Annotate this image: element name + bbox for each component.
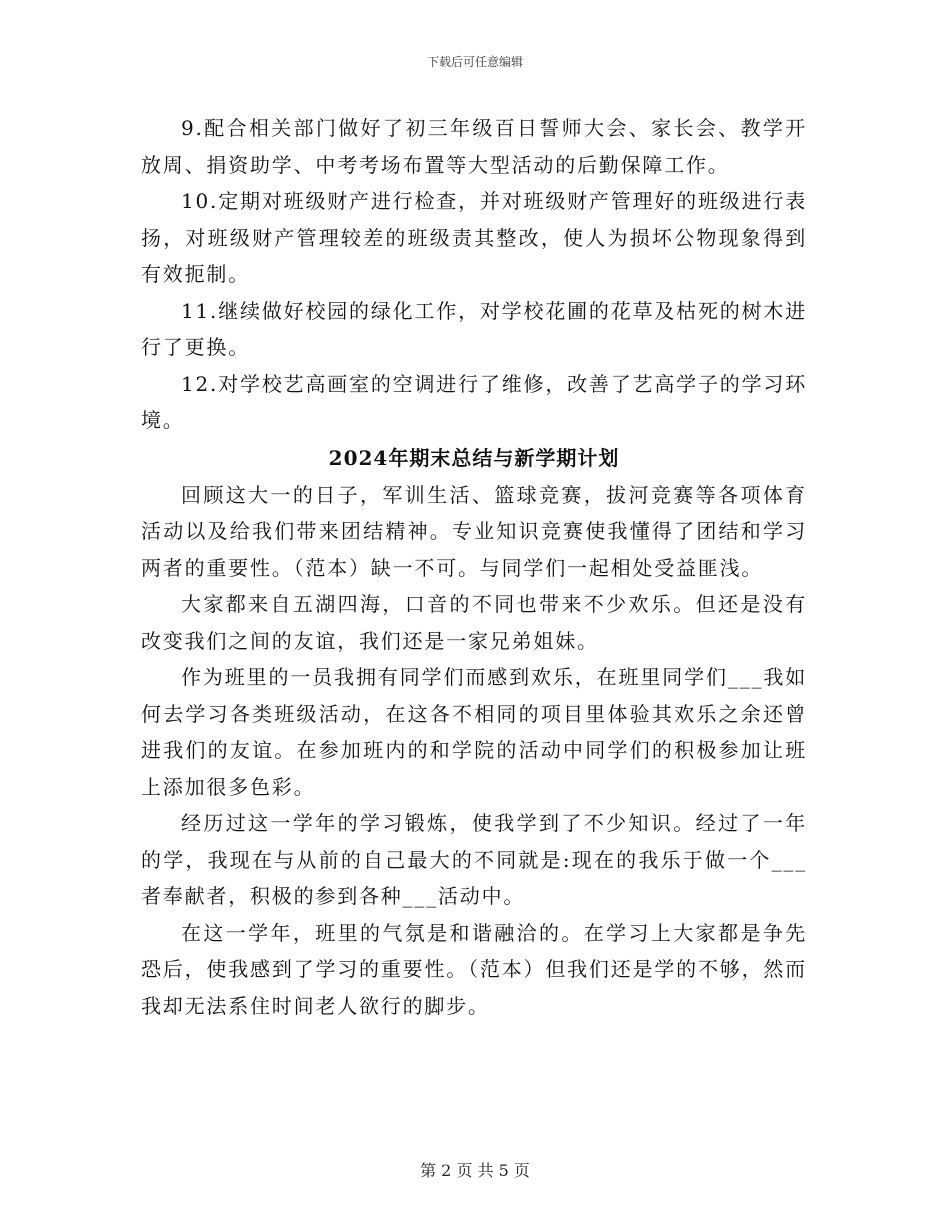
paragraph: 在这一学年，班里的气氛是和谐融洽的。在学习上大家都是争先恐后，使我感到了学习的重要性。（范本）但我们还是学的不够，然而我却无法系住时间老人欲行的脚步。: [141, 920, 807, 1018]
section-title: 2024年期末总结与新学期计划: [328, 445, 620, 470]
document-body: [141, 110, 807, 1024]
list-item: 9.配合相关部门做好了初三年级百日誓师大会、家长会、教学开放周、捐资助学、中考考场布置等大型活动的后勤保障工作。: [141, 116, 807, 177]
paragraph: 作为班里的一员我拥有同学们而感到欢乐，在班里同学们___我如何去学习各类班级活动，在这各不相同的项目里体验其欢乐之余还曾进我们的友谊。在参加班内的和学院的活动中同学们的积极参加让班上添加很多色彩。: [141, 665, 807, 799]
page-footer: 第 2 页 共 5 页: [420, 1161, 530, 1180]
paragraph: 经历过这一学年的学习锻炼，使我学到了不少知识。经过了一年的学，我现在与从前的自己最大的不同就是:现在的我乐于做一个___者奉献者，积极的参到各种___活动中。: [141, 811, 807, 908]
paragraph: 回顾这大一的日子，军训生活、篮球竞赛，拔河竞赛等各项体育活动以及给我们带来团结精神。专业知识竞赛使我懂得了团结和学习两者的重要性。（范本）缺一不可。与同学们一起相处受益匪浅。: [141, 482, 807, 580]
list-item: 11.继续做好校园的绿化工作，对学校花圃的花草及枯死的树木进行了更换。: [141, 298, 807, 359]
list-item: 12.对学校艺高画室的空调进行了维修，改善了艺高学子的学习环境。: [141, 371, 807, 432]
list-item: 10.定期对班级财产进行检查，并对班级财产管理好的班级进行表扬，对班级财产管理较差的班级责其整改，使人为损坏公物现象得到有效扼制。: [141, 189, 807, 286]
paragraph: 大家都来自五湖四海，口音的不同也带来不少欢乐。但还是没有改变我们之间的友谊，我们还是一家兄弟姐妹。: [141, 592, 807, 653]
page-header: 下载后可任意编辑: [426, 55, 523, 69]
